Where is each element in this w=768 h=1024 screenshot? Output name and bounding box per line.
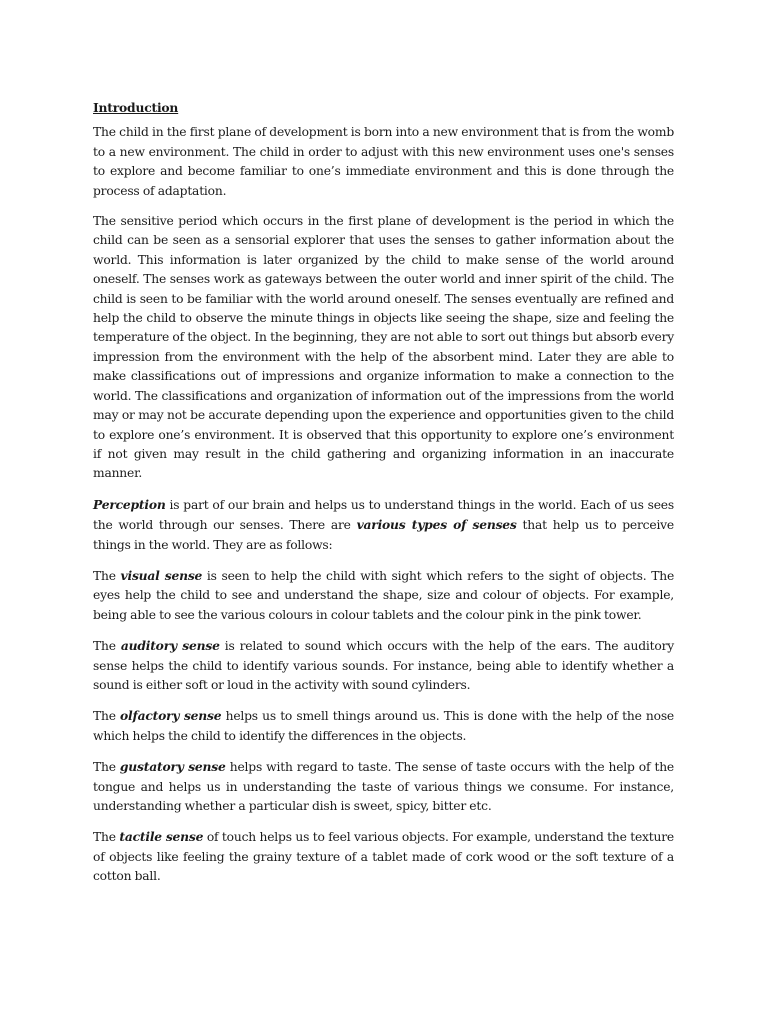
document-page xyxy=(93,98,674,898)
sense-paragraph-tactile xyxy=(93,827,674,886)
perception-paragraph xyxy=(93,495,674,555)
sense-prefix: The xyxy=(93,760,120,775)
sense-prefix: The xyxy=(93,709,121,724)
sense-prefix: The xyxy=(93,639,121,654)
sense-paragraph-visual xyxy=(93,566,674,625)
sense-paragraph-olfactory xyxy=(93,706,674,746)
sense-text: is related to sound which occurs with the help of the ears. The auditory sense helps the child to identify various sounds. For instance, being able to identify whether a sound is either soft or loud in the activity with sound cylinders. xyxy=(93,639,675,692)
sense-prefix: The xyxy=(93,568,121,583)
sense-term-tactile: tactile sense xyxy=(119,829,204,845)
sense-text: is seen to help the child with sight which refers to the sight of objects. The eyes help the child to see and understand the shape, size and colour of objects. For example, being able to see the various colours in colour tablets and the colour pink in the pink tower. xyxy=(93,568,675,622)
perception-term: Perception xyxy=(93,496,166,512)
sense-text: of touch helps us to feel various objects. For example, understand the texture of objects like feeling the grainy texture of a tablet made of cork wood or the soft texture of a cotton ball. xyxy=(93,830,675,884)
section-heading: Introduction xyxy=(93,100,179,115)
sense-term-visual: visual sense xyxy=(120,567,203,583)
sense-term-gustatory: gustatory sense xyxy=(119,759,226,775)
sense-text: helps with regard to taste. The sense of taste occurs with the help of the tongue and helps us in understanding the taste of various things we consume. For instance, understanding whether a particular dish is sweet, spicy, bitter etc. xyxy=(93,760,675,813)
sense-term-auditory: auditory sense xyxy=(120,638,220,654)
sense-term-olfactory: olfactory sense xyxy=(120,708,222,724)
perception-text-a: is part of our brain and helps us to understand things in the world. Each of us sees the world through our senses. There are xyxy=(93,497,674,533)
sense-text: helps us to smell things around us. This is done with the help of the nose which helps the child to identify the differences in the objects. xyxy=(93,709,675,743)
intro-paragraph-2: The sensitive period which occurs in the first plane of development is the period in which the child can be seen as a sensorial explorer that uses the senses to gather information about the world. This information is later organized by the child to make sense of the world around oneself. The senses work as gateways between the outer world and inner spirit of the child. The child is seen to be familiar with the world around oneself. The senses eventually are refined and help the child to observe the minute things in objects like seeing the shape, size and feeling the temperature of the object. In the beginning, they are not able to sort out things but absorb every impression from the environment with the help of the absorbent mind. Later they are able to make classifications out of impressions and organize information to make a connection to the world. The classifications and organization of information out of the impressions from the world may or may not be accurate depending upon the experience and opportunities given to the child to explore one’s environment. It is observed that this opportunity to explore one’s environment if not given may result in the child gathering and organizing information in an inaccurate manner. xyxy=(93,214,674,481)
intro-paragraph-1: The child in the first plane of development is born into a new environment that is from the womb to a new environment. The child in order to adjust with this new environment uses one's senses to explore and become familiar to one’s immediate environment and this is done through the process of adaptation. xyxy=(93,125,674,198)
perception-emphasis: various types of senses xyxy=(356,517,517,533)
sense-paragraph-auditory xyxy=(93,636,674,695)
perception-text-b: that help us to perceive things in the world. They are as follows: xyxy=(93,518,674,552)
sense-prefix: The xyxy=(93,830,120,845)
sense-paragraph-gustatory xyxy=(93,757,674,816)
